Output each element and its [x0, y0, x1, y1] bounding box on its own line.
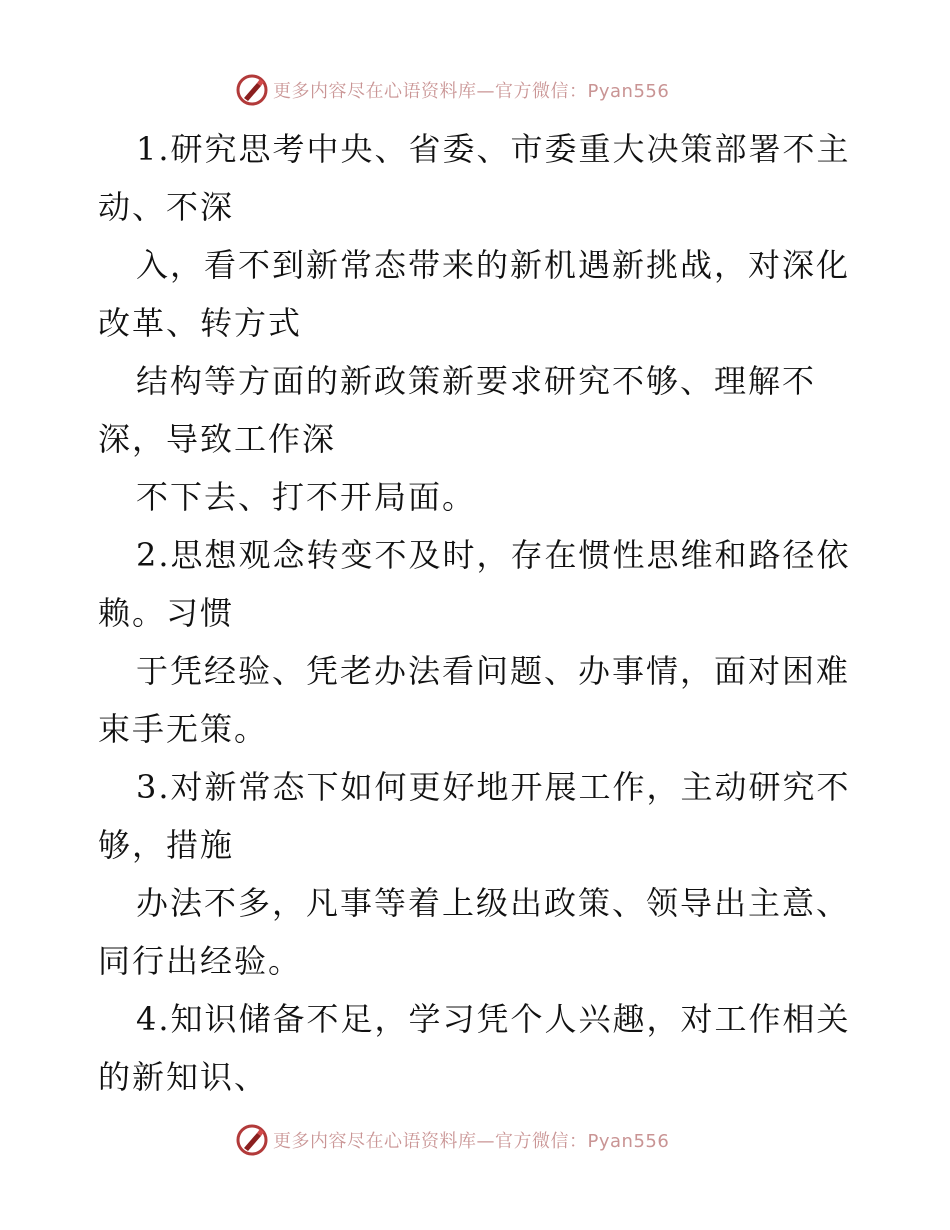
text-line: 动、不深 — [98, 188, 235, 226]
text-line: 于凭经验、凭老办法看问题、办事情，面对困难 — [136, 652, 851, 690]
text-line: 深，导致工作深 — [98, 420, 337, 458]
header-watermark-banner — [235, 70, 715, 110]
text-line: 赖。习惯 — [98, 594, 235, 632]
pen-logo-icon — [235, 73, 269, 107]
text-line: 办法不多，凡事等着上级出政策、领导出主意、 — [136, 884, 851, 922]
body-text — [98, 120, 858, 1106]
text-line: 不下去、打不开局面。 — [136, 478, 477, 516]
watermark-text: 更多内容尽在心语资料库—官方微信：Pyan556 — [273, 1131, 670, 1152]
text-line: 够，措施 — [98, 826, 235, 864]
pen-logo-icon — [235, 1123, 269, 1157]
watermark-text: 更多内容尽在心语资料库—官方微信：Pyan556 — [273, 81, 670, 102]
text-line: 3.对新常态下如何更好地开展工作，主动研究不 — [136, 768, 851, 806]
text-line: 同行出经验。 — [98, 942, 303, 980]
text-line: 入，看不到新常态带来的新机遇新挑战，对深化 — [136, 246, 851, 284]
text-line: 1.研究思考中央、省委、市委重大决策部署不主 — [136, 130, 851, 168]
text-line: 4.知识储备不足，学习凭个人兴趣，对工作相关 — [136, 1000, 851, 1038]
footer-watermark-banner — [235, 1120, 715, 1160]
text-line: 束手无策。 — [98, 710, 269, 748]
text-line: 结构等方面的新政策新要求研究不够、理解不 — [136, 362, 817, 400]
text-line: 2.思想观念转变不及时，存在惯性思维和路径依 — [136, 536, 851, 574]
text-line: 改革、转方式 — [98, 304, 303, 342]
text-line: 的新知识、 — [98, 1058, 269, 1096]
